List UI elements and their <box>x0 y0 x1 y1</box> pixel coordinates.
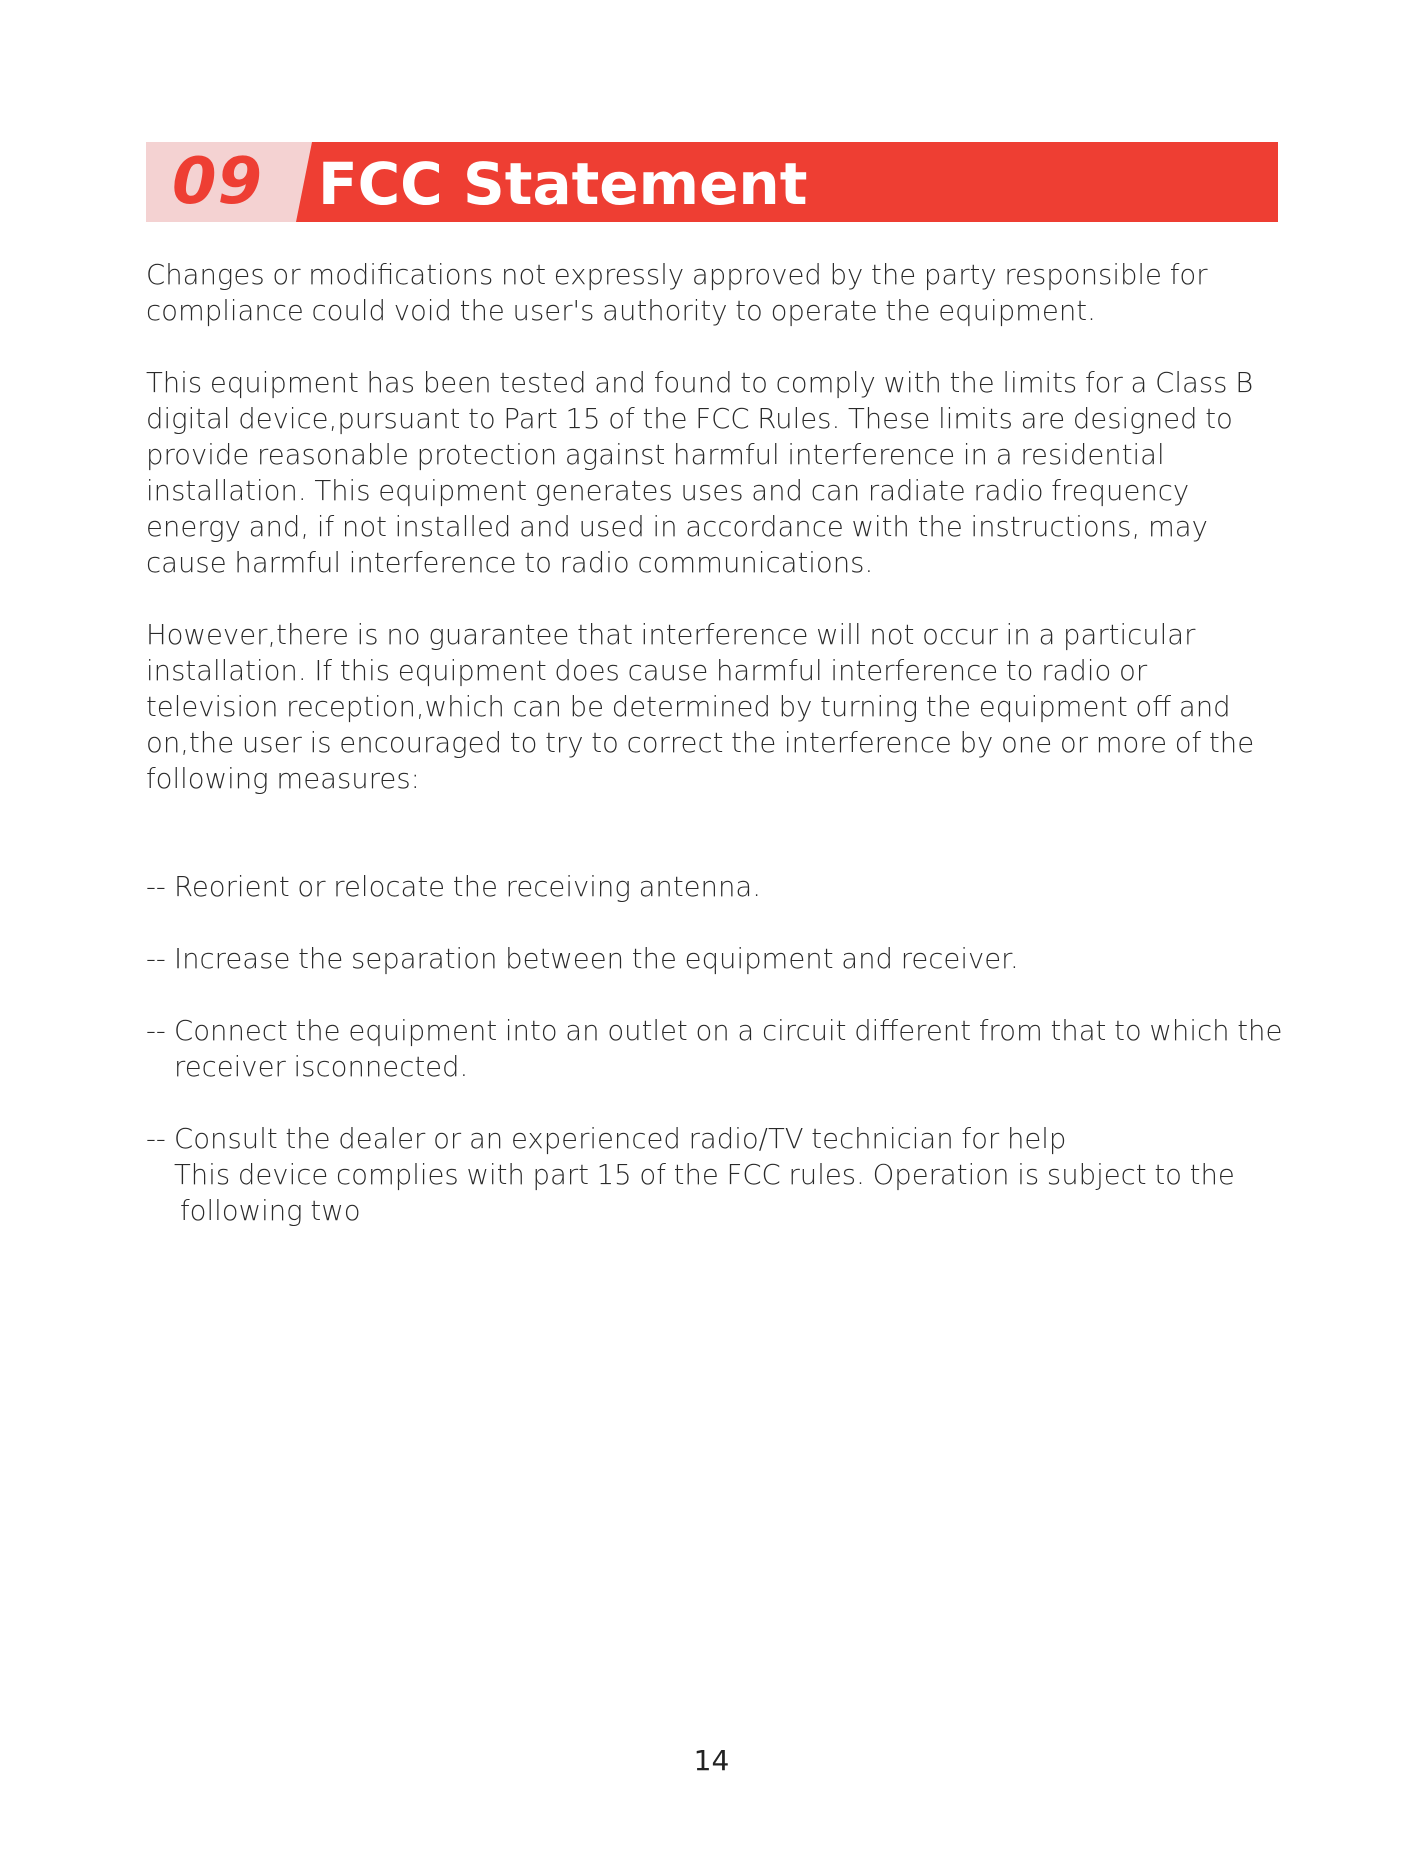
list-item-content <box>174 1121 1286 1229</box>
part15-compliance-line-continued: following two <box>180 1195 361 1227</box>
section-title: FCC Statement <box>318 150 808 218</box>
bullet-dash: -- <box>146 943 166 975</box>
measures-list <box>146 869 1286 1229</box>
list-item-text: Reorient or relocate the receiving antenna. <box>174 871 762 903</box>
page-number: 14 <box>693 1744 730 1777</box>
paragraph-compliance: This equipment has been tested and found to comply with the limits for a Class B digital device,pursuant to Part 15 of the FCC Rules. These limits are designed to provide reasonable protection against harmful interference in a residential installation. This equipment generates uses and can radiate radio frequency energy and, if not installed and used in accordance with the instructions, may cause harmful interference to radio communications. <box>146 367 1254 579</box>
bullet-dash: -- <box>146 1123 166 1155</box>
list-item <box>146 869 1286 905</box>
paragraph-guarantee: However,there is no guarantee that interference will not occur in a particular installation. If this equipment does cause harmful interference to radio or television reception,which can be determined by turning the equipment off and on,the user is encouraged to try to correct the interference by one or more of the following measures: <box>146 619 1255 795</box>
paragraph-changes: Changes or modifications not expressly approved by the party responsible for compliance could void the user's authority to operate the equipment. <box>146 259 1208 327</box>
list-item-text: Connect the equipment into an outlet on a circuit different from that to which the receiver isconnected. <box>174 1015 1283 1083</box>
list-item-text: Consult the dealer or an experienced radio/TV technician for help <box>174 1123 1067 1155</box>
list-item <box>146 941 1286 977</box>
list-item-text: Increase the separation between the equipment and receiver. <box>174 943 1019 975</box>
part15-compliance-line: This device complies with part 15 of the FCC rules. Operation is subject to the <box>174 1159 1235 1191</box>
bullet-dash: -- <box>146 1015 166 1047</box>
list-item <box>146 1121 1286 1229</box>
bullet-dash: -- <box>146 871 166 903</box>
list-item <box>146 1013 1286 1085</box>
section-number-box <box>146 142 316 222</box>
section-header <box>146 142 1278 222</box>
section-number: 09 <box>172 145 264 219</box>
document-body <box>146 257 1286 1265</box>
